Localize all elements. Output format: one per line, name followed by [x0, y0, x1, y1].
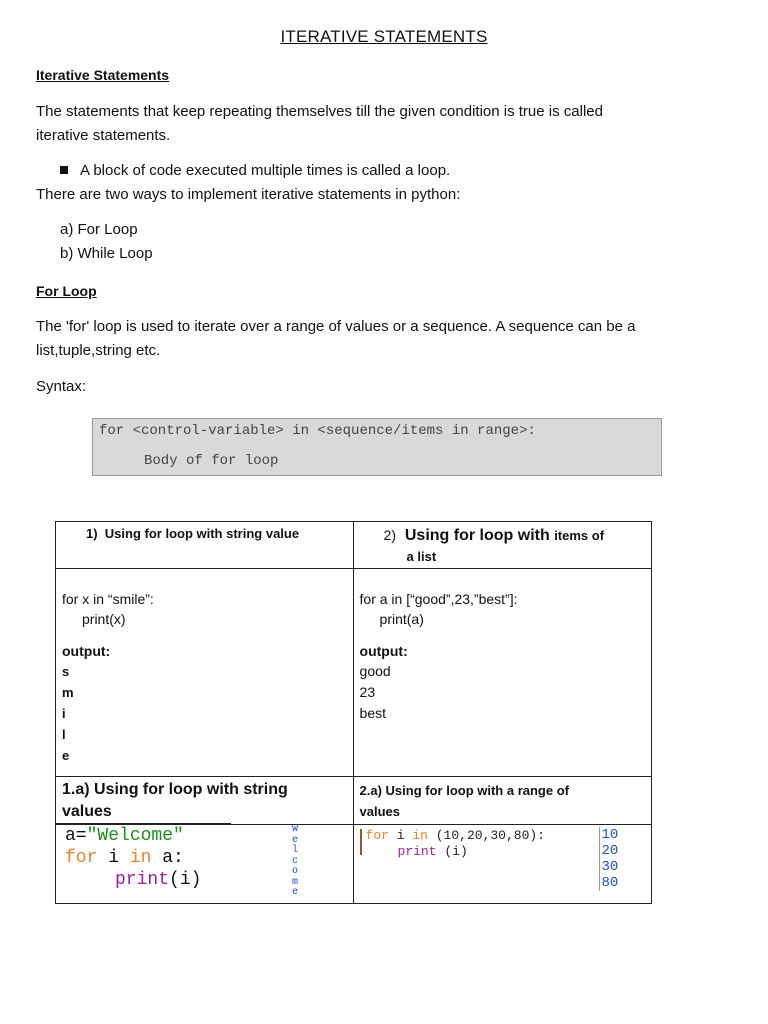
cursor-bar — [360, 829, 362, 855]
loop-bullet — [60, 162, 450, 179]
examples-table — [55, 521, 652, 904]
output-label: output: — [359, 643, 408, 659]
header-text-line2: a list — [406, 549, 437, 564]
output-list — [62, 661, 353, 766]
output-list — [360, 661, 651, 724]
header-text: 1.a) Using for loop with string — [62, 781, 288, 798]
ways-intro: There are two ways to implement iterative statements in python: — [36, 186, 461, 203]
code-line: print (i) — [397, 844, 468, 859]
output-item: s — [62, 664, 70, 679]
example-cell-list — [353, 569, 651, 777]
table-row — [56, 522, 652, 569]
square-bullet-icon — [60, 166, 68, 174]
header-cell-range-values — [353, 777, 651, 825]
code-line: for a in [“good”,23,”best”]: — [359, 591, 518, 607]
example-cell-string — [56, 569, 354, 777]
syntax-label: Syntax: — [36, 378, 87, 395]
syntax-line-1: for <control-variable> in <sequence/items in range>: — [99, 423, 536, 439]
intro-line-2: iterative statements. — [36, 127, 171, 144]
section-heading-for-loop: For Loop — [36, 283, 97, 299]
output-item: best — [359, 705, 386, 721]
syntax-line-2: Body of for loop — [144, 453, 279, 469]
header-cell-string-values — [56, 777, 354, 825]
ways-list — [60, 218, 153, 266]
for-loop-paragraph — [36, 315, 726, 363]
header-text: values — [359, 804, 401, 819]
header-cell-list — [353, 522, 651, 569]
code-line: for i in (10,20,30,80): — [365, 828, 545, 843]
intro-paragraph — [36, 100, 726, 148]
for-loop-line-1: The 'for' loop is used to iterate over a range of values or a sequence. A sequence can be a — [36, 318, 636, 335]
output-label: output: — [62, 643, 111, 659]
code-line: print(i) — [115, 870, 202, 890]
table-row — [56, 777, 652, 825]
page-title: ITERATIVE STATEMENTS — [280, 27, 488, 46]
code-line: a="Welcome" — [65, 826, 184, 846]
output-item: e — [62, 748, 70, 763]
output-item: l — [62, 727, 66, 742]
loop-bullet-text: A block of code executed multiple times is called a loop. — [80, 162, 451, 179]
header-text: values — [62, 803, 112, 820]
output-item: m — [62, 685, 74, 700]
example-cell-range — [353, 825, 651, 904]
output-item: i — [62, 706, 66, 721]
code-screenshot — [56, 825, 353, 891]
code-line: print(x) — [82, 611, 126, 627]
vertical-output: W e l c o m e — [291, 825, 298, 898]
header-cell-string — [56, 522, 354, 569]
output-item: good — [359, 663, 391, 679]
header-text: 2.a) Using for loop with a range of — [359, 783, 569, 798]
example-cell-welcome — [56, 825, 354, 904]
syntax-box — [92, 418, 662, 476]
header-number: 1) — [86, 526, 98, 541]
code-line: for i in a: — [65, 848, 184, 868]
table-row — [56, 825, 652, 904]
output-item: 23 — [359, 684, 376, 700]
list-item: b) While Loop — [60, 245, 153, 262]
for-loop-line-2: list,tuple,string etc. — [36, 342, 161, 359]
intro-line-1: The statements that keep repeating themselves till the given condition is true is called — [36, 103, 603, 120]
code-line: print(a) — [379, 611, 424, 627]
list-item: a) For Loop — [60, 221, 138, 238]
header-text-large: Using for loop with — [404, 527, 550, 544]
range-output: 10 20 30 80 — [599, 827, 619, 891]
section-heading-iterative: Iterative Statements — [36, 67, 170, 83]
header-number: 2) — [383, 527, 396, 543]
header-text-small: items of — [554, 528, 605, 543]
header-text: Using for loop with string value — [104, 526, 300, 541]
table-row — [56, 569, 652, 777]
code-line: for x in “smile”: — [62, 591, 154, 607]
